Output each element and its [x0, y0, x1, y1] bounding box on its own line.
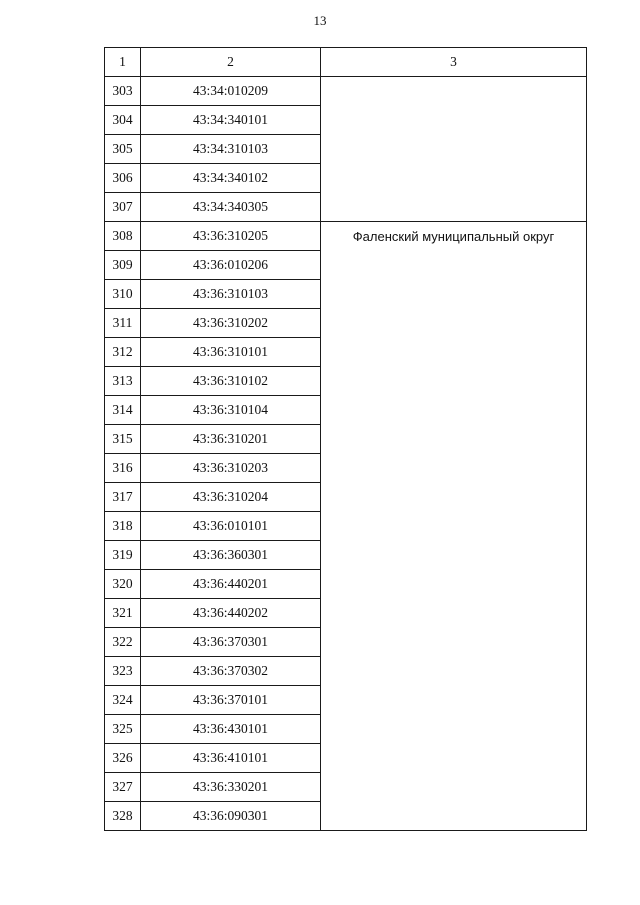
row-number: 314 — [105, 396, 141, 425]
row-number: 318 — [105, 512, 141, 541]
cadastral-code: 43:34:310103 — [141, 135, 321, 164]
cadastral-code: 43:34:340102 — [141, 164, 321, 193]
row-number: 325 — [105, 715, 141, 744]
row-number: 305 — [105, 135, 141, 164]
cadastral-code: 43:36:310102 — [141, 367, 321, 396]
row-number: 306 — [105, 164, 141, 193]
row-number: 322 — [105, 628, 141, 657]
page-number: 13 — [313, 13, 327, 28]
cadastral-code: 43:36:310202 — [141, 309, 321, 338]
cadastral-code: 43:34:010209 — [141, 77, 321, 106]
cadastral-code: 43:36:310103 — [141, 280, 321, 309]
row-number: 307 — [105, 193, 141, 222]
cadastral-code: 43:36:010206 — [141, 251, 321, 280]
row-number: 316 — [105, 454, 141, 483]
row-number: 317 — [105, 483, 141, 512]
row-number: 321 — [105, 599, 141, 628]
cadastral-table — [104, 47, 587, 831]
header-col-1: 1 — [105, 48, 141, 77]
cadastral-code: 43:36:310203 — [141, 454, 321, 483]
cadastral-code: 43:36:440202 — [141, 599, 321, 628]
cadastral-code: 43:34:340101 — [141, 106, 321, 135]
cadastral-code: 43:36:090301 — [141, 802, 321, 831]
row-number: 312 — [105, 338, 141, 367]
row-number: 324 — [105, 686, 141, 715]
row-number: 328 — [105, 802, 141, 831]
row-number: 320 — [105, 570, 141, 599]
cadastral-code: 43:36:310201 — [141, 425, 321, 454]
row-number: 309 — [105, 251, 141, 280]
row-number: 327 — [105, 773, 141, 802]
row-number: 304 — [105, 106, 141, 135]
row-number: 319 — [105, 541, 141, 570]
table-row — [105, 77, 587, 106]
cadastral-code: 43:36:370301 — [141, 628, 321, 657]
cadastral-code: 43:36:370302 — [141, 657, 321, 686]
row-number: 310 — [105, 280, 141, 309]
cadastral-code: 43:36:360301 — [141, 541, 321, 570]
row-number: 303 — [105, 77, 141, 106]
cadastral-code: 43:36:310204 — [141, 483, 321, 512]
cadastral-code: 43:36:310205 — [141, 222, 321, 251]
cadastral-code: 43:36:310101 — [141, 338, 321, 367]
cadastral-code: 43:36:010101 — [141, 512, 321, 541]
row-number: 308 — [105, 222, 141, 251]
region-name: Фаленский муниципальный округ — [321, 222, 587, 831]
row-number: 326 — [105, 744, 141, 773]
table-row — [105, 222, 587, 251]
cadastral-code: 43:36:430101 — [141, 715, 321, 744]
table-body — [105, 48, 587, 831]
cadastral-code: 43:34:340305 — [141, 193, 321, 222]
cadastral-code: 43:36:330201 — [141, 773, 321, 802]
header-col-3: 3 — [321, 48, 587, 77]
cadastral-code: 43:36:310104 — [141, 396, 321, 425]
region-name — [321, 77, 587, 222]
row-number: 323 — [105, 657, 141, 686]
header-col-2: 2 — [141, 48, 321, 77]
cadastral-code: 43:36:370101 — [141, 686, 321, 715]
table-header-row — [105, 48, 587, 77]
row-number: 311 — [105, 309, 141, 338]
cadastral-code: 43:36:410101 — [141, 744, 321, 773]
row-number: 313 — [105, 367, 141, 396]
cadastral-code: 43:36:440201 — [141, 570, 321, 599]
row-number: 315 — [105, 425, 141, 454]
